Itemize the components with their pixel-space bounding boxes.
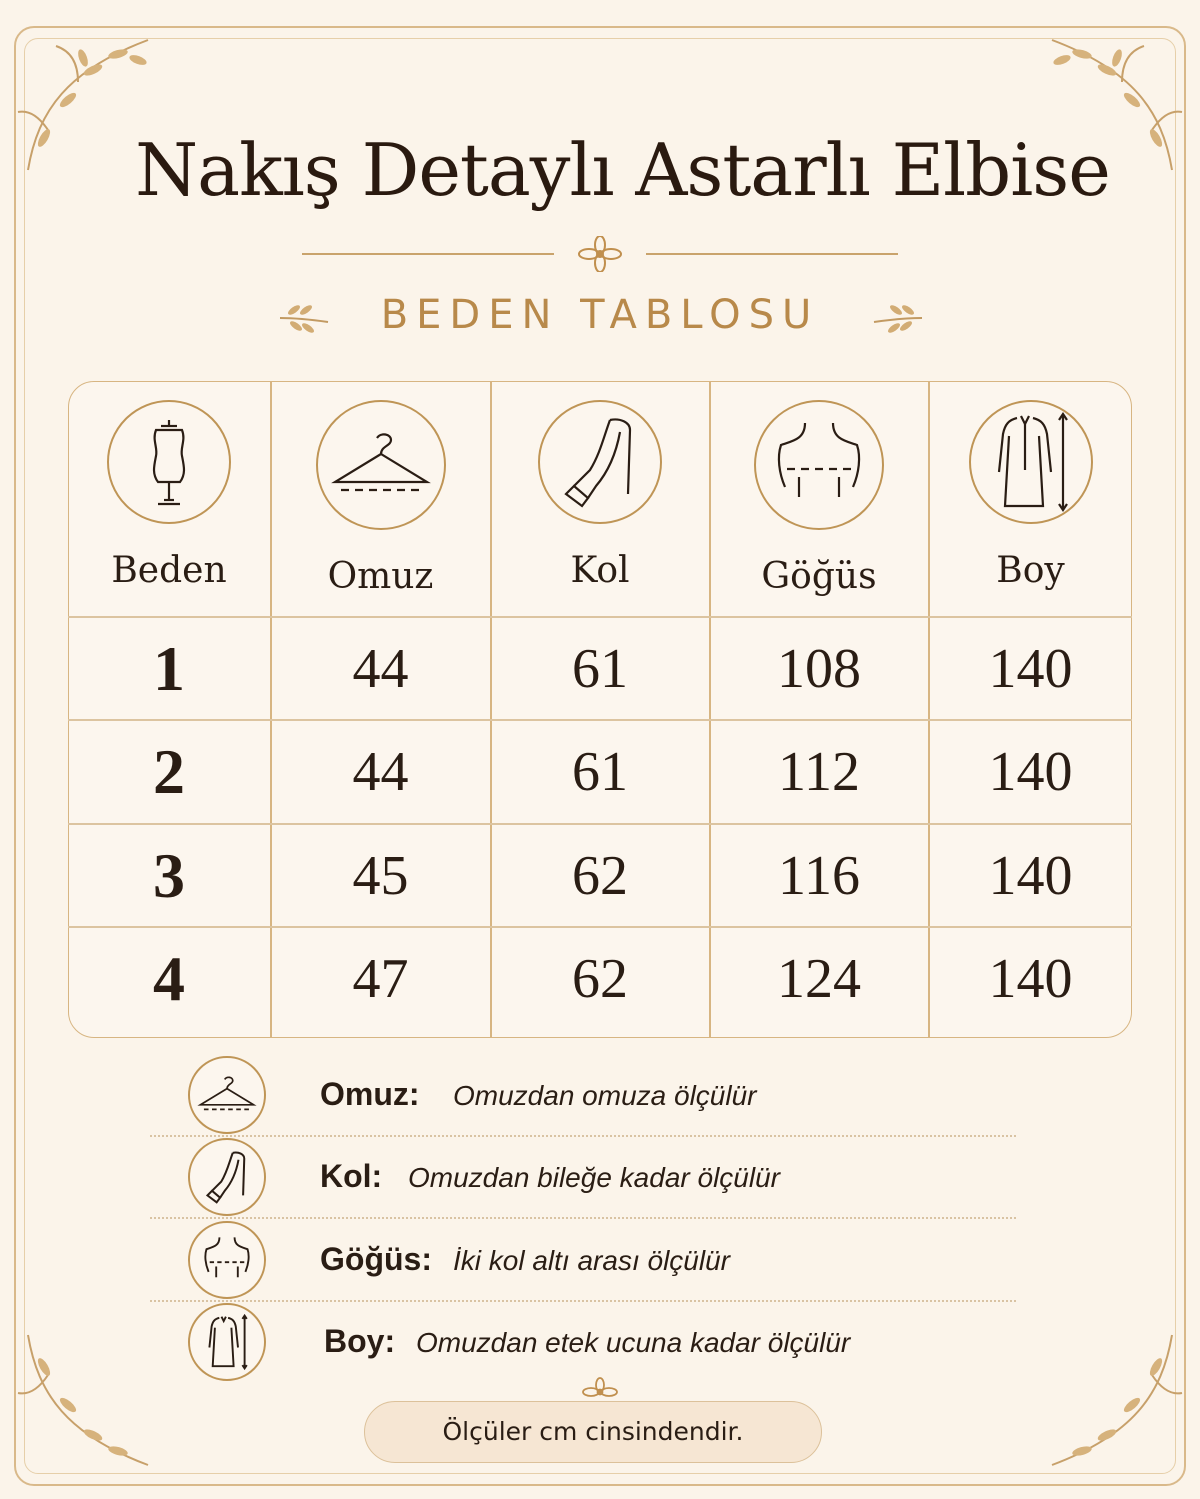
- boy-cell: 140: [988, 741, 1073, 803]
- boy-cell: 140: [988, 638, 1073, 700]
- size-cell: 4: [153, 943, 185, 1014]
- hanger-icon: [188, 1056, 266, 1134]
- dress-length-icon: [188, 1303, 266, 1381]
- sprig-icon-right: [870, 296, 926, 336]
- legend-description: Omuzdan bileğe kadar ölçülür: [408, 1162, 780, 1193]
- chest-icon: [754, 400, 884, 530]
- dress-length-icon: [969, 400, 1093, 524]
- legend-description: Omuzdan etek ucuna kadar ölçülür: [416, 1327, 851, 1358]
- sleeve-icon: [188, 1138, 266, 1216]
- page-title: Nakış Detaylı Astarlı Elbise: [135, 128, 1110, 212]
- legend-separator: [150, 1217, 1016, 1219]
- omuz-cell: 45: [352, 845, 409, 907]
- boy-cell: 140: [988, 845, 1073, 907]
- gogus-cell: 108: [777, 638, 861, 700]
- title-divider-flower: [300, 236, 900, 272]
- legend-item-omuz: [150, 1056, 1016, 1138]
- column-header-label: Kol: [570, 550, 630, 591]
- column-header-boy: [929, 400, 1132, 610]
- legend-description: Omuzdan omuza ölçülür: [453, 1080, 757, 1111]
- column-header-kol: [491, 400, 709, 610]
- corner-leaf-ornament-bottom-left: [8, 1325, 168, 1485]
- legend-term: Boy:: [324, 1323, 396, 1359]
- omuz-cell: 44: [352, 638, 409, 700]
- legend-item-boy: [150, 1303, 1016, 1385]
- column-header-label: Omuz: [327, 556, 434, 597]
- gogus-cell: 124: [777, 948, 861, 1010]
- column-header-label: Boy: [996, 550, 1065, 591]
- hanger-icon: [316, 400, 446, 530]
- mannequin-icon: [107, 400, 231, 524]
- legend-item-kol: [150, 1138, 1016, 1220]
- boy-cell: 140: [988, 948, 1073, 1010]
- column-header-label: Beden: [111, 550, 227, 591]
- legend-term: Omuz:: [320, 1076, 420, 1112]
- legend-description: İki kol altı arası ölçülür: [453, 1245, 730, 1276]
- column-header-beden: [68, 400, 270, 610]
- sleeve-icon: [538, 400, 662, 524]
- size-cell: 2: [153, 736, 185, 807]
- kol-cell: 62: [572, 948, 628, 1010]
- omuz-cell: 44: [352, 741, 409, 803]
- kol-cell: 61: [572, 741, 628, 803]
- corner-leaf-ornament-bottom-right: [1032, 1325, 1192, 1485]
- unit-note: Ölçüler cm cinsindendir.: [364, 1401, 822, 1463]
- column-header-omuz: [271, 400, 490, 610]
- column-header-gogus: [710, 400, 928, 610]
- legend-separator: [150, 1300, 1016, 1302]
- size-cell: 3: [153, 840, 185, 911]
- kol-cell: 62: [572, 845, 628, 907]
- gogus-cell: 112: [778, 741, 860, 803]
- legend-separator: [150, 1135, 1016, 1137]
- column-header-label: Göğüs: [761, 556, 877, 597]
- gogus-cell: 116: [778, 845, 860, 907]
- legend-term: Göğüs:: [320, 1241, 432, 1277]
- kol-cell: 61: [572, 638, 628, 700]
- chest-icon: [188, 1221, 266, 1299]
- omuz-cell: 47: [352, 948, 409, 1010]
- legend-term: Kol:: [320, 1158, 383, 1194]
- size-chart-subtitle: BEDEN TABLOSU: [380, 292, 820, 338]
- size-cell: 1: [153, 633, 185, 704]
- legend-item-gogus: [150, 1221, 1016, 1303]
